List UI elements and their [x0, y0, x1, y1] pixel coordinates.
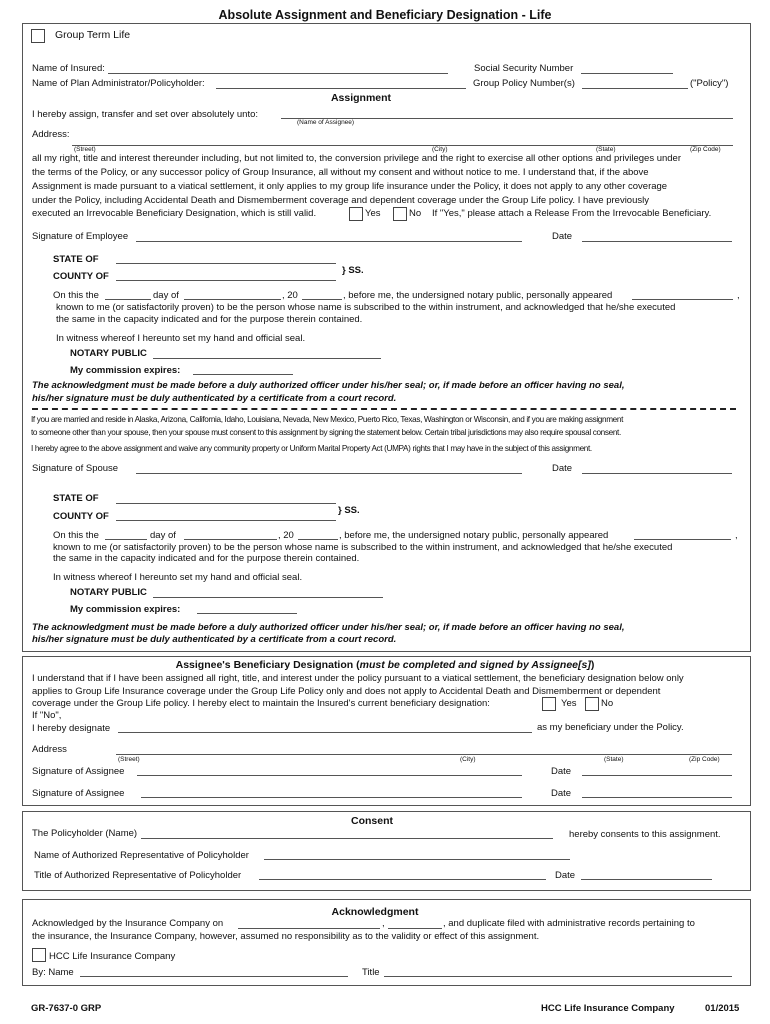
assignment-body-line-3: Assignment is made pursuant to a viatical settlement, it only applies to my group life insurance under the Policy, it does not apply to any other coverage: [32, 181, 668, 192]
city-caption: (City): [432, 146, 448, 153]
spouse-date-field[interactable]: [582, 473, 732, 474]
name-of-assignee-caption: (Name of Assignee): [297, 119, 355, 126]
notary1-comma: ,: [737, 290, 740, 301]
by-name-label: By: Name: [32, 967, 74, 978]
group-policy-field[interactable]: [582, 88, 688, 89]
beneficiary-address-field[interactable]: [116, 754, 732, 755]
notary1-ss: } SS.: [342, 265, 364, 276]
notary2-state-label: STATE OF: [53, 493, 99, 504]
notary1-state-label: STATE OF: [53, 254, 99, 265]
notary2-day-of: day of: [150, 530, 176, 541]
employee-date-label: Date: [552, 231, 573, 242]
maintain-no-label: No: [601, 698, 614, 709]
address-label: Address:: [32, 129, 70, 140]
zip-caption: (Zip Code): [690, 146, 721, 153]
spouse-line-3: I hereby agree to the above assignment and waive any community property or Uniform Marital Property Act (UMPA) rights that I may have in the subject of this assignment.: [31, 444, 592, 453]
notary2-ack-line-2: his/her signature must be duly authenticated by a certificate from a court record.: [32, 634, 397, 645]
irrevocable-yes-checkbox[interactable]: [349, 207, 363, 221]
notary1-commission-field[interactable]: [193, 374, 293, 375]
state-caption: (State): [596, 146, 616, 153]
assignee-signature-2-field[interactable]: [141, 797, 522, 798]
notary2-witness: In witness whereof I hereunto set my hand and official seal.: [53, 572, 303, 583]
notary1-day-of: day of: [153, 290, 179, 301]
assignee-signature-1-field[interactable]: [137, 775, 522, 776]
notary2-month-field[interactable]: [184, 539, 277, 540]
notary1-county-field[interactable]: [116, 280, 336, 281]
notary2-known-line: known to me (or satisfactorily proven) to be the person whose name is subscribed to the within instrument, and acknowledged that he/she executed: [53, 542, 673, 553]
by-name-field[interactable]: [80, 976, 348, 977]
rep-name-label: Name of Authorized Representative of Policyholder: [34, 850, 249, 861]
assignee-heading-start: Assignee's Beneficiary Designation (: [175, 659, 360, 671]
assignee-heading-end: ): [590, 659, 595, 671]
ack-title-label: Title: [362, 967, 380, 978]
name-of-insured-field[interactable]: [108, 73, 448, 74]
hereby-consents-label: hereby consents to this assignment.: [569, 829, 721, 840]
notary1-ack-line-2: his/her signature must be duly authenticated by a certificate from a court record.: [32, 393, 397, 404]
consent-heading: Consent: [351, 815, 393, 827]
notary2-county-label: COUNTY OF: [53, 511, 109, 522]
page-title: Absolute Assignment and Beneficiary Designation - Life: [218, 8, 552, 22]
ack-line-1a: Acknowledged by the Insurance Company on: [32, 918, 224, 929]
notary1-commission-label: My commission expires:: [70, 365, 181, 376]
group-term-life-label: Group Term Life: [55, 29, 131, 41]
hcc-company-label: HCC Life Insurance Company: [49, 951, 176, 962]
policy-quote-label: ("Policy"): [690, 78, 729, 89]
notary1-witness: In witness whereof I hereunto set my hand and official seal.: [56, 333, 306, 344]
notary2-comma: ,: [735, 530, 738, 541]
beneficiary-zip-caption: (Zip Code): [689, 756, 720, 763]
beneficiary-city-caption: (City): [460, 756, 476, 763]
signature-of-spouse-label: Signature of Spouse: [32, 463, 119, 474]
street-caption: (Street): [74, 146, 96, 153]
group-policy-label: Group Policy Number(s): [473, 78, 575, 89]
notary2-before-me: , before me, the undersigned notary public, personally appeared: [339, 530, 609, 541]
ack-line-2: the insurance, the Insurance Company, however, assumed no responsibility as to the validity or effect of this assignment.: [32, 931, 540, 942]
if-yes-text: If "Yes," please attach a Release From the Irrevocable Beneficiary.: [432, 208, 712, 219]
as-my-beneficiary-label: as my beneficiary under the Policy.: [537, 722, 684, 733]
notary2-county-field[interactable]: [116, 520, 336, 521]
plan-admin-field[interactable]: [216, 88, 466, 89]
signature-of-spouse-field[interactable]: [136, 473, 522, 474]
beneficiary-street-caption: (Street): [118, 756, 140, 763]
rep-name-field[interactable]: [264, 859, 570, 860]
assign-text: I hereby assign, transfer and set over absolutely unto:: [32, 109, 259, 120]
beneficiary-state-caption: (State): [604, 756, 624, 763]
assignee-date-1-label: Date: [551, 766, 572, 777]
beneficiary-address-label: Address: [32, 744, 67, 755]
assignment-body-line-1: all my right, title and interest thereunder including, but not limited to, the conversion privilege and the right to exercise all other options and privileges under: [32, 153, 682, 164]
consent-date-label: Date: [555, 870, 576, 881]
notary2-state-field[interactable]: [116, 503, 336, 504]
footer-date: 01/2015: [705, 1003, 740, 1014]
notary2-twenty: , 20: [278, 530, 294, 541]
plan-admin-label: Name of Plan Administrator/Policyholder:: [32, 78, 205, 89]
hcc-company-checkbox[interactable]: [32, 948, 46, 962]
rep-title-field[interactable]: [259, 879, 546, 880]
irrevocable-yes-label: Yes: [365, 208, 381, 219]
ack-title-field[interactable]: [384, 976, 732, 977]
assignee-beneficiary-heading: [0, 659, 770, 671]
policyholder-name-field[interactable]: [141, 838, 553, 839]
footer-company: HCC Life Insurance Company: [541, 1003, 675, 1014]
notary1-before-me: , before me, the undersigned notary public, personally appeared: [343, 290, 613, 301]
notary2-day-field[interactable]: [105, 539, 147, 540]
assignee-line-2: applies to Group Life Insurance coverage under the Group Life Policy only and does not apply to Accidental Death and Dismemberment or dependent: [32, 686, 661, 697]
assignee-date-2-label: Date: [551, 788, 572, 799]
spouse-line-2: to someone other than your spouse, then your spouse must consent to this assignment by signing the statement below. Certain tribal jurisdictions may also require spousal consent.: [31, 428, 621, 437]
ssn-label: Social Security Number: [474, 63, 574, 74]
policyholder-name-label: The Policyholder (Name): [32, 828, 138, 839]
notary2-commission-label: My commission expires:: [70, 604, 181, 615]
name-of-insured-label: Name of Insured:: [32, 63, 105, 74]
notary1-twenty: , 20: [282, 290, 298, 301]
irrevocable-text: executed an Irrevocable Beneficiary Designation, which is still valid.: [32, 208, 317, 219]
notary2-public-field[interactable]: [153, 597, 383, 598]
spouse-line-1: If you are married and reside in Alaska, Arizona, California, Idaho, Louisiana, Nevada, New Mexico, Puerto Rico, Texas, Washington or Wisconsin, and if you are making assignment: [31, 415, 624, 424]
irrevocable-no-label: No: [409, 208, 422, 219]
maintain-yes-checkbox[interactable]: [542, 697, 556, 711]
notary2-appeared-field[interactable]: [634, 539, 731, 540]
notary1-public-label: NOTARY PUBLIC: [70, 348, 147, 359]
ack-date-field[interactable]: [238, 928, 380, 929]
ack-line-1c: , and duplicate filed with administrative records pertaining to: [443, 918, 695, 929]
notary1-day-field[interactable]: [105, 299, 151, 300]
ack-year-field[interactable]: [388, 928, 442, 929]
employee-date-field[interactable]: [582, 241, 732, 242]
form-number: GR-7637-0 GRP: [31, 1003, 102, 1014]
notary2-year-field[interactable]: [298, 539, 338, 540]
assignee-signature-1-label: Signature of Assignee: [32, 766, 125, 777]
assignee-heading-italic: must be completed and signed by Assignee[s]: [359, 659, 591, 671]
notary2-public-label: NOTARY PUBLIC: [70, 587, 147, 598]
signature-of-employee-label: Signature of Employee: [32, 231, 129, 242]
assignee-signature-2-label: Signature of Assignee: [32, 788, 125, 799]
notary1-appeared-field[interactable]: [632, 299, 733, 300]
signature-of-employee-field[interactable]: [136, 241, 522, 242]
notary1-state-field[interactable]: [116, 263, 336, 264]
notary2-ack-line-1: The acknowledgment must be made before a duly authorized officer under his/her seal; or, if made before an officer having no seal,: [32, 622, 625, 633]
if-no-label: If "No",: [32, 710, 62, 721]
consent-date-field[interactable]: [581, 879, 712, 880]
notary1-county-label: COUNTY OF: [53, 271, 109, 282]
ssn-field[interactable]: [581, 73, 673, 74]
designate-beneficiary-field[interactable]: [118, 732, 532, 733]
notary2-ss: } SS.: [338, 505, 360, 516]
maintain-no-checkbox[interactable]: [585, 697, 599, 711]
notary2-commission-field[interactable]: [197, 613, 297, 614]
assignment-body-line-4: under the Policy, including Accidental Death and Dismemberment coverage and dependent coverage under the Group Life policy. I have previously: [32, 195, 649, 206]
notary1-on-this: On this the: [53, 290, 99, 301]
assignment-body-line-2: the terms of the Policy, or any successor policy of Group Insurance, all without my consent and without notice to me. I understand that, if the above: [32, 167, 649, 178]
maintain-yes-label: Yes: [561, 698, 577, 709]
group-term-life-checkbox[interactable]: [31, 29, 45, 43]
notary1-known-line: known to me (or satisfactorily proven) to be the person whose name is subscribed to the within instrument, and acknowledged that he/she executed: [56, 302, 676, 313]
assignee-date-2-field[interactable]: [582, 797, 732, 798]
assignee-line-1: I understand that if I have been assigned all right, title, and interest under the policy pursuant to a viatical settlement, the beneficiary designation below only: [32, 673, 684, 684]
assignment-heading: Assignment: [330, 92, 392, 104]
notary1-year-field[interactable]: [302, 299, 342, 300]
notary1-month-field[interactable]: [184, 299, 281, 300]
spouse-date-label: Date: [552, 463, 573, 474]
ack-line-1b: ,: [382, 918, 385, 929]
irrevocable-no-checkbox[interactable]: [393, 207, 407, 221]
notary2-same-line: the same in the capacity indicated and for the purpose therein contained.: [53, 553, 360, 564]
dashed-divider: [32, 408, 736, 410]
assignee-address-field[interactable]: [72, 145, 733, 146]
assignee-line-3: coverage under the Group Life policy. I hereby elect to maintain the Insured's current beneficiary designation:: [32, 698, 490, 709]
rep-title-label: Title of Authorized Representative of Policyholder: [34, 870, 242, 881]
notary1-public-field[interactable]: [153, 358, 381, 359]
notary2-on-this: On this the: [53, 530, 99, 541]
designate-label: I hereby designate: [32, 723, 111, 734]
notary1-same-line: the same in the capacity indicated and for the purpose therein contained.: [56, 314, 363, 325]
notary1-ack-line-1: The acknowledgment must be made before a duly authorized officer under his/her seal; or, if made before an officer having no seal,: [32, 380, 625, 391]
assignee-date-1-field[interactable]: [582, 775, 732, 776]
acknowledgment-heading: Acknowledgment: [331, 906, 419, 918]
